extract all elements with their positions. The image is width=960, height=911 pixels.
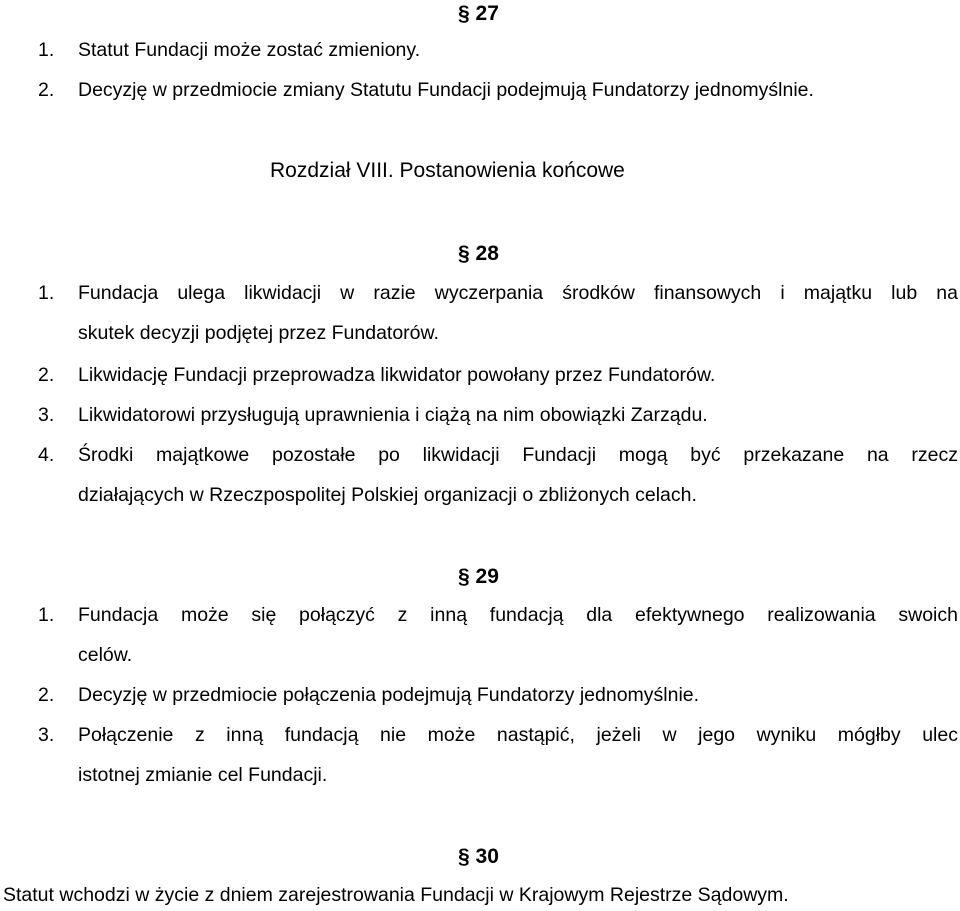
s28-item-3: [38, 395, 958, 435]
section-27-heading: § 27: [458, 2, 499, 25]
item-text: Środki majątkowe pozostałe po likwidacji Fundacji mogą być przekazane na rzecz: [78, 444, 958, 466]
item-text-continuation: skutek decyzji podjętej przez Fundatorów.: [78, 322, 439, 344]
closing-provision: Statut wchodzi w życie z dniem zarejestrowania Fundacji w Krajowym Rejestrze Sądowym.: [3, 884, 789, 906]
item-text: Fundacja może się połączyć z inną fundacją dla efektywnego realizowania swoich: [78, 604, 958, 626]
item-text: Połączenie z inną fundacją nie może nastąpić, jeżeli w jego wyniku mógłby ulec: [78, 724, 958, 746]
item-text: Decyzję w przedmiocie zmiany Statutu Fundacji podejmują Fundatorzy jednomyślnie.: [78, 79, 814, 101]
item-number: 3.: [38, 404, 55, 426]
section-29-heading: § 29: [458, 565, 499, 588]
s29-item-1: [38, 595, 958, 675]
item-text: Fundacja ulega likwidacji w razie wyczerpania środków finansowych i majątku lub na: [78, 282, 958, 304]
item-text-continuation: istotnej zmianie cel Fundacji.: [78, 764, 328, 786]
item-number: 3.: [38, 724, 55, 746]
section-28-heading: § 28: [458, 242, 499, 265]
item-text: Statut Fundacji może zostać zmieniony.: [78, 39, 421, 61]
section-30-heading: § 30: [458, 845, 499, 868]
item-number: 4.: [38, 444, 55, 466]
item-number: 1.: [38, 282, 55, 304]
item-number: 1.: [38, 604, 55, 626]
s27-item-1: [38, 30, 958, 70]
s28-item-2: [38, 355, 958, 395]
item-number: 2.: [38, 684, 55, 706]
item-text-continuation: działających w Rzeczpospolitej Polskiej organizacji o zbliżonych celach.: [78, 484, 697, 506]
item-text: Decyzję w przedmiocie połączenia podejmują Fundatorzy jednomyślnie.: [78, 684, 700, 706]
s28-item-1: [38, 273, 958, 353]
item-number: 2.: [38, 364, 55, 386]
s27-item-2: [38, 70, 958, 110]
s29-item-3: [38, 715, 958, 795]
item-number: 1.: [38, 39, 55, 61]
item-text: Likwidatorowi przysługują uprawnienia i ciążą na nim obowiązki Zarządu.: [78, 404, 708, 426]
item-text-continuation: celów.: [78, 644, 133, 666]
chapter-heading: Rozdział VIII. Postanowienia końcowe: [270, 159, 625, 182]
s28-item-4: [38, 435, 958, 515]
item-number: 2.: [38, 79, 55, 101]
s29-item-2: [38, 675, 958, 715]
item-text: Likwidację Fundacji przeprowadza likwidator powołany przez Fundatorów.: [78, 364, 716, 386]
